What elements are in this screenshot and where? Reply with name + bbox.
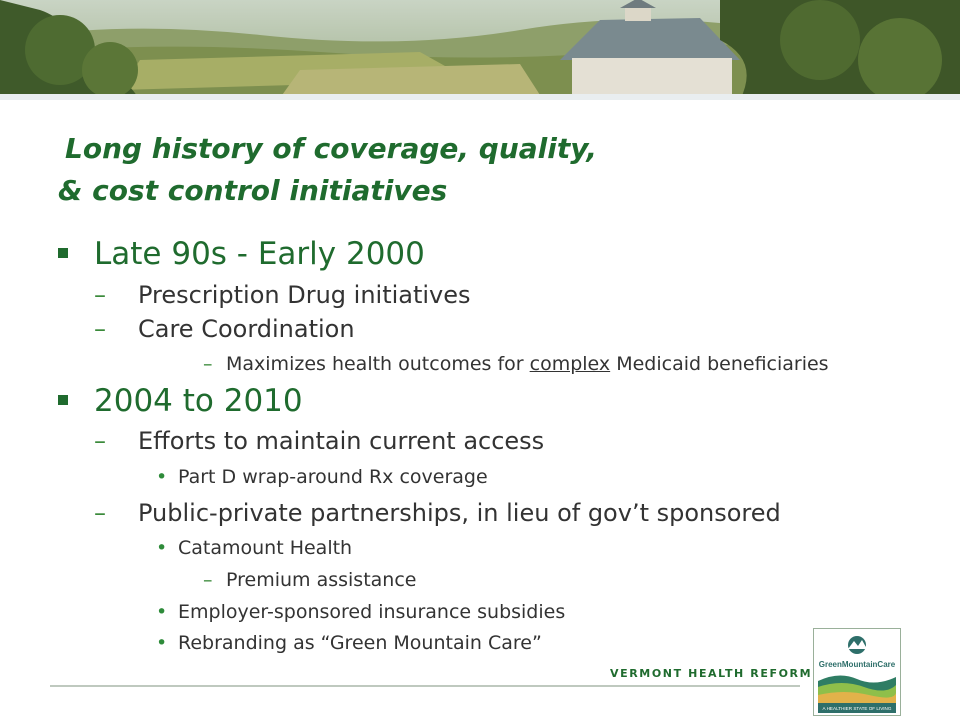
dash-bullet-icon: – (94, 315, 106, 343)
dot-bullet-icon: • (156, 632, 168, 654)
list-item (156, 466, 488, 488)
list-item-text: Efforts to maintain current access (138, 427, 545, 455)
footer-label: VERMONT HEALTH REFORM (610, 667, 813, 680)
bullet-text: Rebranding as “Green Mountain Care” (178, 632, 542, 654)
footer-divider (50, 685, 800, 687)
title-line-2: & cost control initiatives (58, 174, 448, 207)
list-item (94, 427, 544, 455)
list-item-text: Prescription Drug initiatives (138, 281, 471, 309)
list-item (203, 353, 829, 375)
sub-item-text: Maximizes health outcomes for (226, 353, 530, 375)
bullet-text: Employer-sponsored insurance subsidies (178, 601, 566, 623)
list-item (94, 281, 471, 309)
dash-bullet-icon: – (203, 353, 213, 375)
section-heading: Late 90s - Early 2000 (94, 236, 425, 272)
sub-item-text: Premium assistance (226, 569, 417, 591)
logo-wordmark: GreenMountainCare (818, 660, 896, 669)
list-item-text: Public-private partnerships, in lieu of gov’t sponsored (138, 499, 781, 527)
section-heading: 2004 to 2010 (94, 383, 303, 419)
list-item (156, 537, 352, 559)
square-bullet-icon (58, 395, 68, 405)
slide-title (58, 128, 818, 212)
bullet-text: Catamount Health (178, 537, 353, 559)
list-item (156, 601, 565, 623)
header-landscape-photo (0, 0, 960, 100)
title-line-1: Long history of coverage, quality, (65, 132, 597, 165)
dot-bullet-icon: • (156, 466, 168, 488)
logo-tagline: A HEALTHIER STATE OF LIVING (822, 706, 892, 711)
dash-bullet-icon: – (94, 427, 106, 455)
square-bullet-icon (58, 248, 68, 258)
bullet-text: Part D wrap-around Rx coverage (178, 466, 488, 488)
list-item (94, 315, 355, 343)
dash-bullet-icon: – (203, 569, 213, 591)
dash-bullet-icon: – (94, 281, 106, 309)
emphasis-text: complex (529, 353, 611, 375)
list-item (156, 632, 542, 654)
dot-bullet-icon: • (156, 537, 168, 559)
sub-item-text: Medicaid beneficiaries (610, 353, 829, 375)
list-item-text: Care Coordination (138, 315, 355, 343)
dot-bullet-icon: • (156, 601, 168, 623)
dash-bullet-icon: – (94, 499, 106, 527)
list-item (203, 569, 416, 591)
list-item (94, 499, 781, 527)
green-mountain-care-logo (813, 628, 901, 716)
